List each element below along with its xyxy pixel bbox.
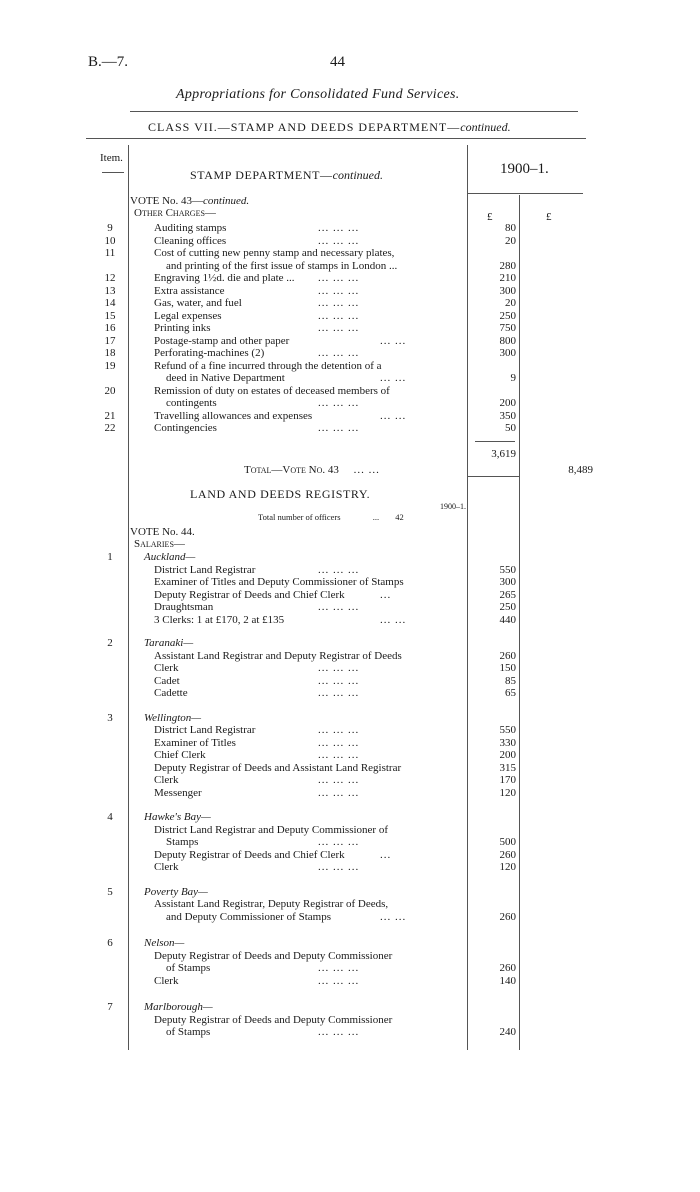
item-amount: 9 <box>510 372 516 384</box>
salary-description: Assistant Land Registrar, Deputy Registrar of Deeds, <box>154 898 389 910</box>
salary-description: Chief Clerk <box>154 749 206 761</box>
item-amount: 280 <box>499 259 516 272</box>
item-number: 14 <box>104 297 116 309</box>
vote-43-cont: continued. <box>203 195 250 207</box>
salary-entry <box>0 614 700 627</box>
salary-description: District Land Registrar <box>154 563 256 576</box>
leader-dots: ... <box>380 588 392 601</box>
district-name: Hawke's Bay— <box>144 811 211 823</box>
leader-dots: ... ... <box>380 334 407 347</box>
salary-description: Deputy Registrar of Deeds and Deputy Commissioner <box>154 1013 393 1026</box>
district-number: 1 <box>107 551 113 563</box>
salary-amount: 140 <box>499 974 516 987</box>
item-description: Postage-stamp and other paper <box>154 334 290 347</box>
leader-dots: ... ... ... <box>318 422 360 434</box>
salary-description: District Land Registrar <box>154 724 256 736</box>
report-code: B.—7. <box>88 54 129 70</box>
salary-description: 3 Clerks: 1 at £170, 2 at £135 <box>154 613 285 626</box>
item-column-header: Item. <box>100 152 123 164</box>
salary-entry <box>0 675 700 688</box>
vote-43-total-label: Total—Vote No. 43 <box>244 464 339 476</box>
salary-description: Cadet <box>154 674 180 687</box>
item-description: Remission of duty on estates of deceased members of <box>154 384 390 397</box>
district-row <box>0 937 700 950</box>
stamp-item-continuation <box>0 260 700 273</box>
stamp-item-row <box>0 297 700 310</box>
salary-description: and Deputy Commissioner of Stamps <box>166 910 331 923</box>
class-heading-cont: continued. <box>460 120 511 134</box>
vote-43-total-row <box>244 464 380 476</box>
district-name: Wellington— <box>144 711 202 724</box>
item-description: Printing inks <box>154 322 211 334</box>
salary-amount: 550 <box>499 724 516 736</box>
salary-description: of Stamps <box>166 1026 211 1038</box>
item-description: Legal expenses <box>154 309 222 322</box>
district-name: Marlborough— <box>144 1001 213 1013</box>
leader-dots: ... ... ... <box>318 974 360 987</box>
district-name: Nelson— <box>144 937 185 949</box>
item-number: 17 <box>104 334 116 347</box>
stamp-item-row <box>0 385 700 398</box>
district-row <box>0 1001 700 1014</box>
item-amount: 20 <box>505 297 516 309</box>
stamp-dept-heading <box>190 168 383 183</box>
item-number: 15 <box>104 309 116 322</box>
leader-dots: ... ... ... <box>318 724 360 736</box>
salary-entry <box>0 824 700 837</box>
salary-entry <box>0 849 700 862</box>
salary-amount: 260 <box>499 962 516 974</box>
item-number: 13 <box>104 284 116 297</box>
district-number: 3 <box>107 711 113 724</box>
item-amount: 250 <box>499 309 516 322</box>
item-header-underline <box>102 172 124 173</box>
item-description: Cost of cutting new penny stamp and necessary plates, <box>154 247 395 259</box>
vote-43-total-amount: 8,489 <box>568 464 593 476</box>
stamp-item-row <box>0 322 700 335</box>
salary-entry-continuation <box>0 836 700 849</box>
stamp-item-row <box>0 335 700 348</box>
salary-description: Clerk <box>154 774 179 786</box>
salary-amount: 330 <box>499 736 516 749</box>
district-name: Auckland— <box>144 551 196 563</box>
item-number: 18 <box>104 347 116 359</box>
leader-dots: ... ... ... <box>318 674 360 687</box>
leader-dots: ... ... ... <box>318 284 360 297</box>
stamp-dept-heading-cont: continued. <box>332 168 383 182</box>
salary-description: Deputy Registrar of Deeds and Assistant Land Registrar <box>154 761 402 774</box>
stamp-item-continuation <box>0 397 700 410</box>
item-amount: 210 <box>499 272 516 284</box>
officers-row <box>258 512 404 522</box>
page-title: Appropriations for Consolidated Fund Services. <box>176 87 460 102</box>
salary-description: Messenger <box>154 786 202 799</box>
vote-44-heading: VOTE No. 44. <box>130 526 195 538</box>
salary-description: Assistant Land Registrar and Deputy Registrar of Deeds <box>154 649 402 662</box>
stamp-item-continuation <box>0 372 700 385</box>
leader-dots: ... ... ... <box>318 601 360 613</box>
total-rule <box>467 476 519 477</box>
vote-43-label: VOTE No. 43— <box>130 195 204 207</box>
leader-dots: ... ... <box>380 910 407 923</box>
district-number: 7 <box>107 1001 113 1013</box>
year-header: 1900–1. <box>500 161 549 177</box>
stamp-dept-heading-text: STAMP DEPARTMENT— <box>190 168 333 182</box>
leader-dots: ... ... ... <box>318 309 360 322</box>
stamp-item-row <box>0 272 700 285</box>
item-number: 12 <box>104 272 116 284</box>
officers-dots: ... <box>372 512 380 522</box>
year-header-rule <box>467 193 583 194</box>
salary-description: Deputy Registrar of Deeds and Chief Clerk <box>154 848 345 861</box>
leader-dots: ... ... ... <box>318 563 360 576</box>
stamp-item-row <box>0 347 700 360</box>
salary-amount: 260 <box>499 649 516 662</box>
salary-amount: 440 <box>499 613 516 626</box>
salary-entry <box>0 975 700 988</box>
salary-entry-continuation <box>0 1026 700 1039</box>
item-amount: 300 <box>499 347 516 359</box>
leader-dots: ... ... ... <box>318 736 360 749</box>
stamp-item-row <box>0 285 700 298</box>
salary-description: Clerk <box>154 974 179 987</box>
district-name: Taranaki— <box>144 637 194 649</box>
salary-entry <box>0 950 700 963</box>
salary-entry <box>0 662 700 675</box>
leader-dots: ... <box>380 848 392 861</box>
leader-dots: ... ... <box>380 372 407 384</box>
leader-dots: ... ... ... <box>318 1026 360 1038</box>
salary-amount: 120 <box>499 861 516 873</box>
item-number: 10 <box>104 234 116 247</box>
salary-amount: 65 <box>505 687 516 699</box>
salary-description: Draughtsman <box>154 601 214 613</box>
salary-amount: 150 <box>499 662 516 674</box>
stamp-item-row <box>0 235 700 248</box>
item-amount: 80 <box>505 222 516 234</box>
salary-entry <box>0 861 700 874</box>
salary-entry <box>0 601 700 614</box>
class-heading <box>148 120 511 135</box>
pound-sign-col2: £ <box>546 211 552 223</box>
salary-description: Clerk <box>154 861 179 873</box>
salary-description: Examiner of Titles and Deputy Commissioner of Stamps <box>154 576 404 588</box>
district-number: 2 <box>107 637 113 649</box>
leader-dots: ... ... ... <box>318 222 360 234</box>
item-description: contingents <box>166 397 217 409</box>
item-amount: 800 <box>499 334 516 347</box>
district-row <box>0 712 700 725</box>
item-amount: 350 <box>499 409 516 422</box>
land-deeds-heading: LAND AND DEEDS REGISTRY. <box>190 487 371 501</box>
stamp-item-row <box>0 310 700 323</box>
item-description: and printing of the first issue of stamps in London ... <box>166 259 398 272</box>
salary-amount: 300 <box>499 576 516 588</box>
leader-dots: ... ... ... <box>318 962 360 974</box>
district-row <box>0 811 700 824</box>
item-description: Auditing stamps <box>154 222 227 234</box>
item-amount: 20 <box>505 234 516 247</box>
item-number: 16 <box>104 322 116 334</box>
salary-entry <box>0 687 700 700</box>
pound-sign-col1: £ <box>487 211 493 223</box>
salary-amount: 315 <box>499 761 516 774</box>
item-number: 20 <box>104 384 116 397</box>
vote-43-heading <box>130 195 249 207</box>
title-rule <box>130 111 578 112</box>
item-description: Cleaning offices <box>154 234 227 247</box>
salary-entry <box>0 589 700 602</box>
salary-amount: 260 <box>499 848 516 861</box>
salary-entry-continuation <box>0 962 700 975</box>
salary-amount: 260 <box>499 910 516 923</box>
item-description: Engraving 1½d. die and plate ... <box>154 272 295 284</box>
salary-entry <box>0 787 700 800</box>
other-charges-heading: Other Charges— <box>134 207 216 219</box>
salary-description: Deputy Registrar of Deeds and Chief Clerk <box>154 588 345 601</box>
salary-amount: 550 <box>499 563 516 576</box>
salary-description: Clerk <box>154 662 179 674</box>
leader-dots: ... ... <box>380 409 407 422</box>
class-heading-text: CLASS VII.—STAMP AND DEEDS DEPARTMENT— <box>148 120 461 134</box>
salary-amount: 265 <box>499 588 516 601</box>
leader-dots: ... ... ... <box>318 234 360 247</box>
salary-entry <box>0 774 700 787</box>
officers-label: Total number of officers <box>258 512 341 522</box>
salary-entry-continuation <box>0 911 700 924</box>
salary-description: Cadette <box>154 687 188 699</box>
salary-entry <box>0 724 700 737</box>
salary-description: Deputy Registrar of Deeds and Deputy Commissioner <box>154 949 393 962</box>
leader-dots: ... ... ... <box>318 861 360 873</box>
item-description: Contingencies <box>154 422 217 434</box>
stamp-item-row <box>0 410 700 423</box>
stamp-item-row <box>0 360 700 373</box>
leader-dots: ... ... ... <box>318 347 360 359</box>
salary-amount: 200 <box>499 749 516 761</box>
salary-amount: 170 <box>499 774 516 786</box>
salary-amount: 500 <box>499 836 516 848</box>
salary-entry <box>0 898 700 911</box>
leader-dots: ... ... ... <box>318 687 360 699</box>
district-number: 6 <box>107 937 113 949</box>
salary-entry <box>0 1014 700 1027</box>
salary-amount: 240 <box>499 1026 516 1038</box>
district-row <box>0 551 700 564</box>
officers-year: 1900–1. <box>440 502 466 511</box>
salaries-heading: Salaries— <box>134 538 185 550</box>
vote-43-subtotal: 3,619 <box>491 448 516 460</box>
stamp-item-row <box>0 247 700 260</box>
item-number: 22 <box>104 422 116 434</box>
vote-43-total-dots: ... ... <box>353 464 380 476</box>
salary-entry <box>0 564 700 577</box>
stamp-item-row <box>0 222 700 235</box>
item-amount: 300 <box>499 284 516 297</box>
leader-dots: ... ... ... <box>318 322 360 334</box>
item-number: 11 <box>104 247 116 259</box>
subtotal-rule <box>475 441 515 442</box>
salary-entry <box>0 650 700 663</box>
leader-dots: ... ... ... <box>318 272 360 284</box>
salary-entry <box>0 749 700 762</box>
leader-dots: ... ... ... <box>318 749 360 761</box>
salary-entry <box>0 762 700 775</box>
salary-amount: 120 <box>499 786 516 799</box>
salary-description: of Stamps <box>166 962 211 974</box>
item-description: Extra assistance <box>154 284 225 297</box>
item-description: deed in Native Department <box>166 372 285 384</box>
class-rule <box>86 138 586 139</box>
item-description: Refund of a fine incurred through the detention of a <box>154 359 382 372</box>
page-number: 44 <box>330 54 345 70</box>
item-description: Gas, water, and fuel <box>154 297 242 309</box>
item-amount: 50 <box>505 422 516 434</box>
salary-amount: 250 <box>499 601 516 613</box>
item-amount: 200 <box>499 397 516 409</box>
leader-dots: ... ... ... <box>318 774 360 786</box>
salary-entry <box>0 737 700 750</box>
salary-description: Stamps <box>166 836 199 848</box>
district-row <box>0 886 700 899</box>
item-description: Perforating-machines (2) <box>154 347 265 359</box>
district-row <box>0 637 700 650</box>
salary-description: Examiner of Titles <box>154 736 236 749</box>
leader-dots: ... ... <box>380 613 407 626</box>
salary-description: District Land Registrar and Deputy Commissioner of <box>154 823 389 836</box>
officers-count: 42 <box>395 512 404 522</box>
district-name: Poverty Bay— <box>144 885 208 898</box>
leader-dots: ... ... ... <box>318 836 360 848</box>
item-number: 9 <box>107 222 113 234</box>
district-number: 4 <box>107 811 113 823</box>
item-number: 21 <box>104 409 116 422</box>
item-number: 19 <box>104 359 116 372</box>
leader-dots: ... ... ... <box>318 662 360 674</box>
leader-dots: ... ... ... <box>318 786 360 799</box>
leader-dots: ... ... ... <box>318 397 360 409</box>
stamp-item-row <box>0 422 700 435</box>
item-amount: 750 <box>499 322 516 334</box>
leader-dots: ... ... ... <box>318 297 360 309</box>
salary-amount: 85 <box>505 674 516 687</box>
district-number: 5 <box>107 885 113 898</box>
salary-entry <box>0 576 700 589</box>
item-description: Travelling allowances and expenses <box>154 409 313 422</box>
